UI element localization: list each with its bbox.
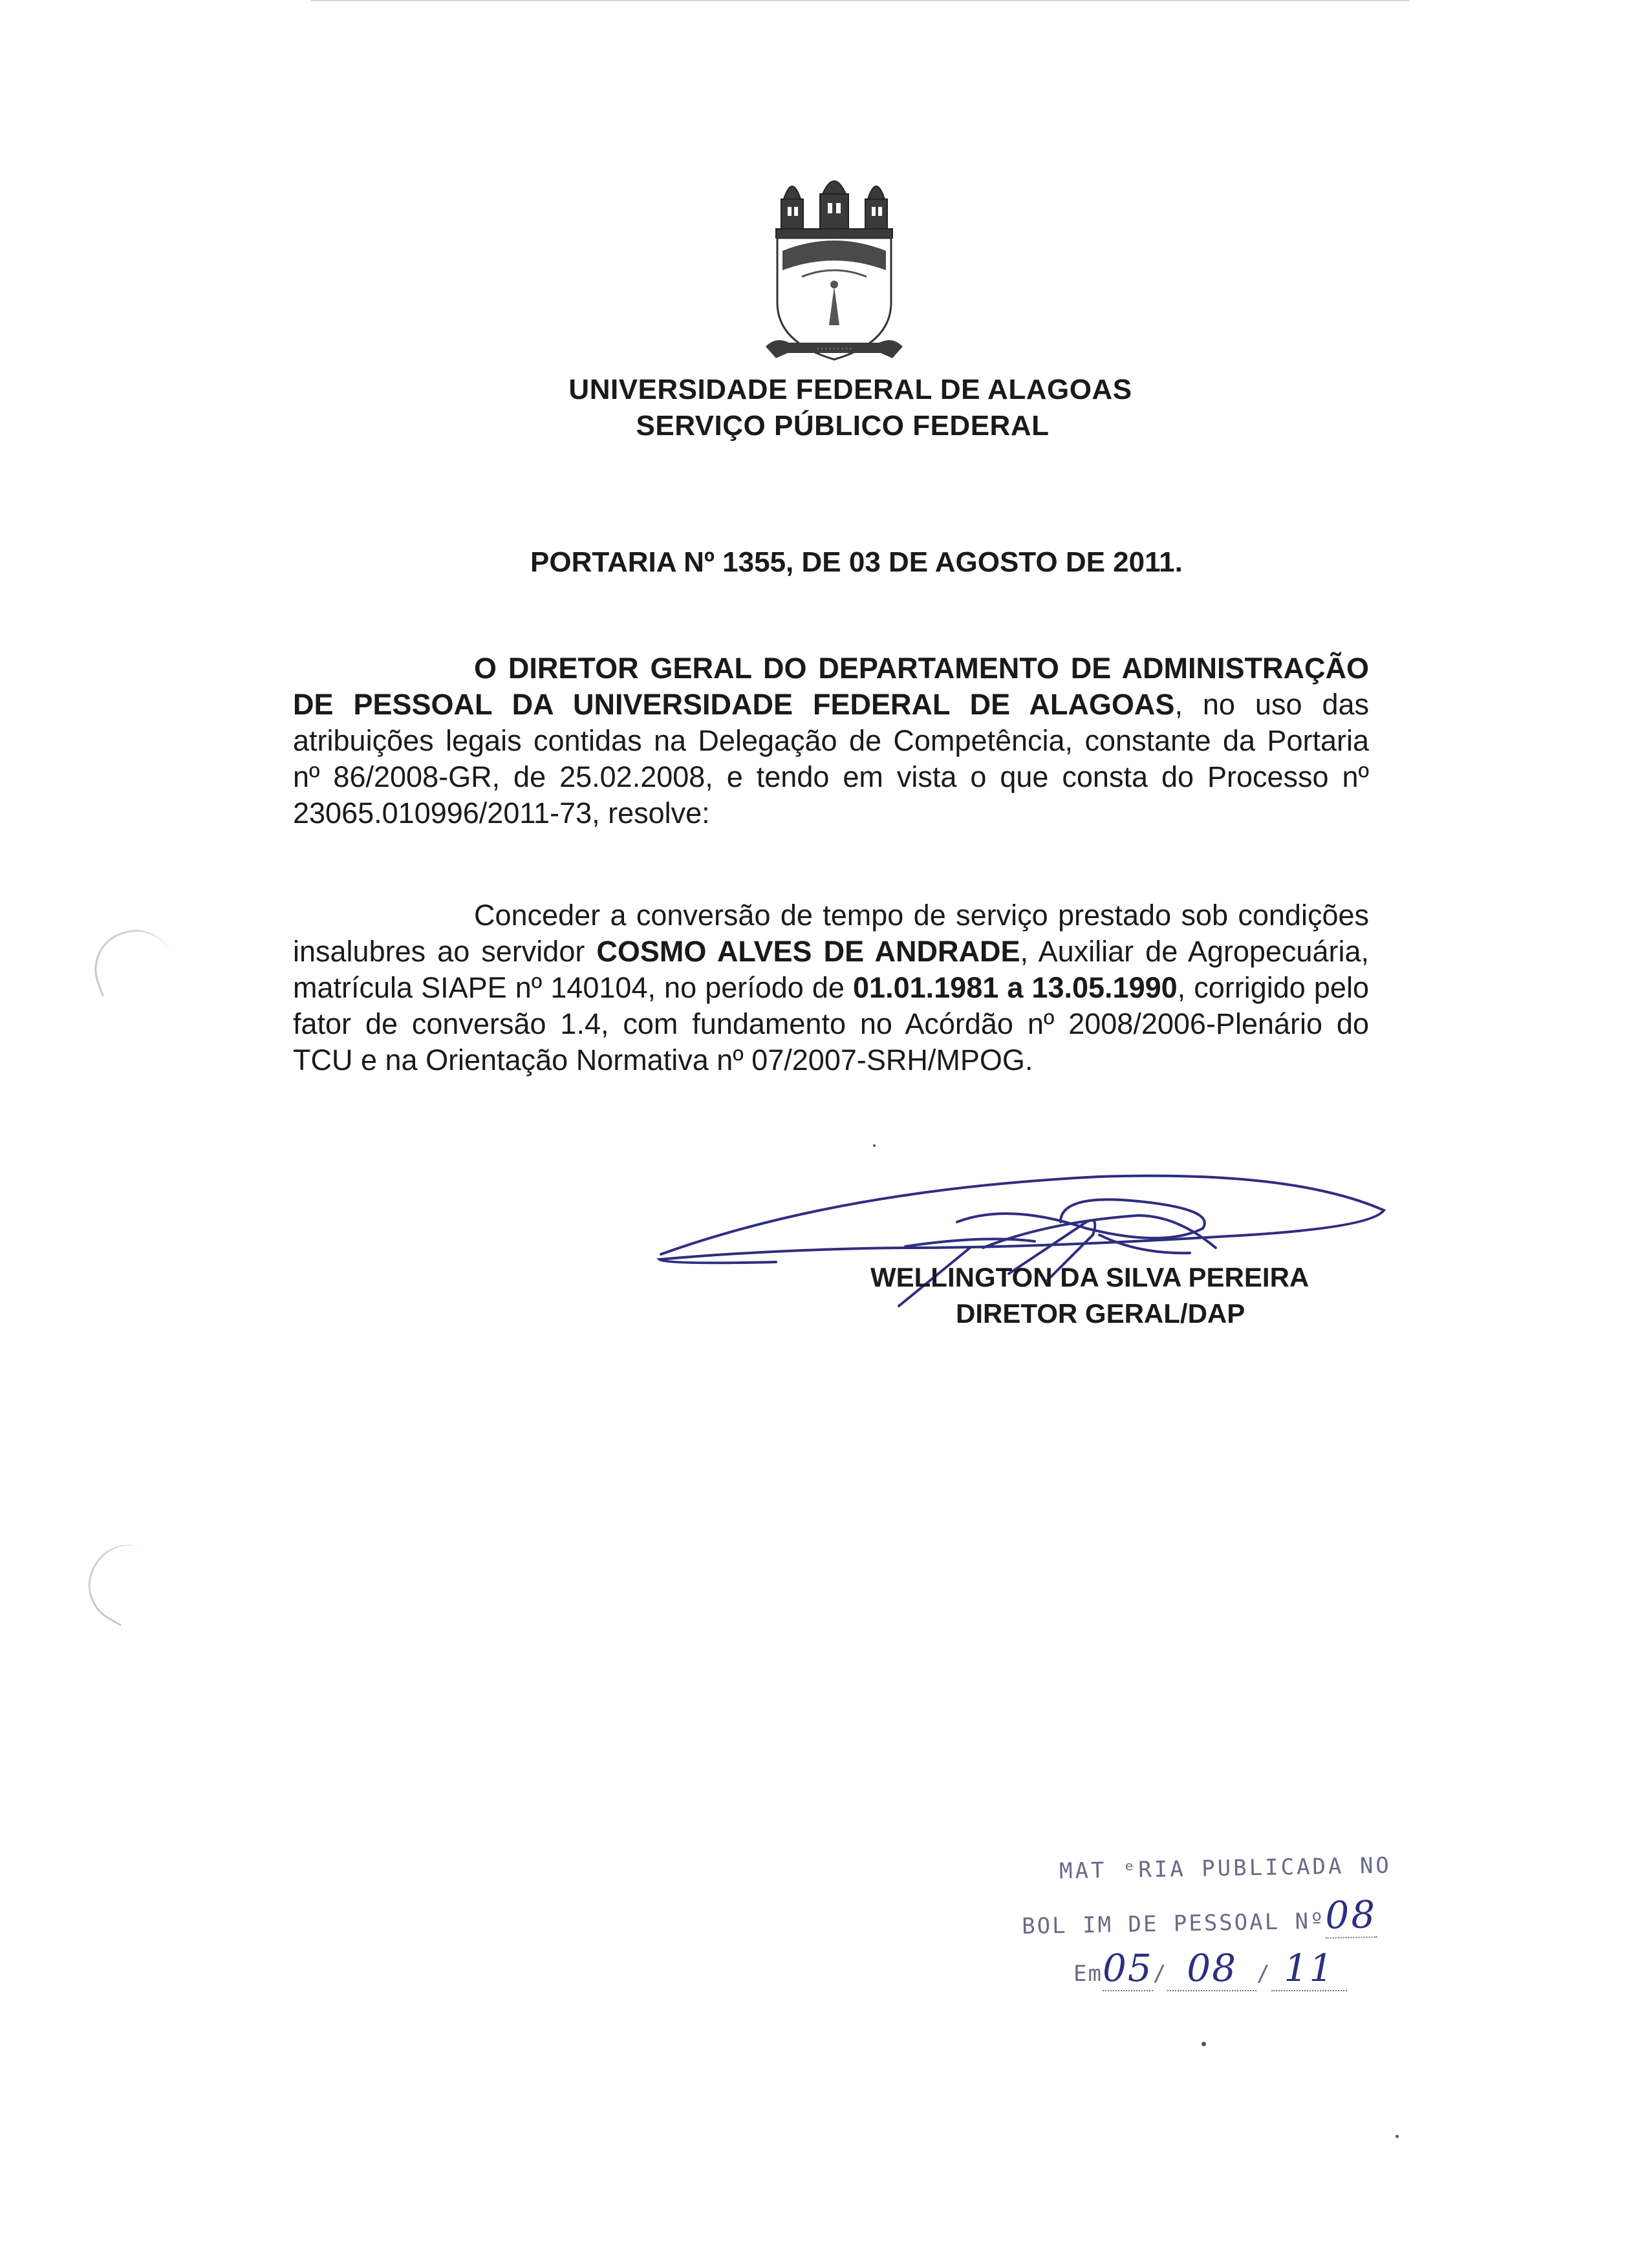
signer-name: WELLINGTON DA SILVA PEREIRA: [870, 1262, 1310, 1292]
stamp-bulletin-label: BOL IM DE PESSOAL Nº: [1021, 1908, 1326, 1940]
institution-name: UNIVERSIDADE FEDERAL DE ALAGOAS: [568, 374, 1132, 405]
stamp-date-separator: /: [1256, 1961, 1271, 1987]
stamp-day: 05: [1102, 1946, 1153, 1990]
resolution-text-3: , corrigido pelo fator de conversão 1.4, com fundamento no Acórdão nº 2008/2006-Plenário do TCU e na Orientação Normativa nº 07/2007-SRH/MPOG.: [293, 971, 1369, 1076]
stamp-date-label: Em: [1073, 1961, 1103, 1987]
scan-speck: [1396, 2135, 1399, 2138]
stamp-line-published: MAT ᵉRIA PUBLICADA NO: [1059, 1852, 1392, 1885]
resolution-paragraph: [293, 897, 1369, 1078]
publication-stamp: [1021, 1849, 1442, 1990]
punch-hole-mark: [84, 919, 177, 996]
university-coat-of-arms-logo: [763, 173, 905, 374]
stamp-line-bulletin: [1021, 1892, 1377, 1944]
stamp-line-date: [1073, 1946, 1347, 1991]
servant-name: COSMO ALVES DE ANDRADE: [596, 935, 1020, 968]
resolution-text-2: , Auxiliar de Agropecuária, matrícula SIAPE nº 140104, no período de: [293, 935, 1369, 1004]
scan-speck: [873, 1144, 876, 1147]
stamp-month: 08: [1167, 1946, 1256, 1991]
preamble-text: , no uso das atribuições legais contidas na Delegação de Competência, constante da Portaria nº 86/2008-GR, de 25.02.2008, e tendo em vista o que consta do Processo nº 23065.010996/2011-73, resolve:: [293, 688, 1369, 829]
stamp-year: 11: [1271, 1946, 1348, 1991]
service-name: SERVIÇO PÚBLICO FEDERAL: [636, 410, 1050, 442]
punch-hole-mark: [74, 1530, 160, 1626]
signer-role: DIRETOR GERAL/DAP: [956, 1298, 1245, 1329]
service-period: 01.01.1981 a 13.05.1990: [853, 971, 1178, 1004]
stamp-date-separator: /: [1152, 1961, 1168, 1987]
portaria-title: PORTARIA Nº 1355, DE 03 DE AGOSTO DE 2011.: [530, 546, 1183, 578]
resolution-text-1: Conceder a conversão de tempo de serviço prestado sob condições insalubres ao servidor: [293, 899, 1369, 968]
preamble-paragraph: [293, 650, 1369, 831]
preamble-authority: O DIRETOR GERAL DO DEPARTAMENTO DE ADMINISTRAÇÃO DE PESSOAL DA UNIVERSIDADE FEDERAL DE ALAGOAS: [293, 652, 1369, 721]
scan-speck: [1202, 2042, 1206, 2046]
svg-text:· · · · · · · · ·: · · · · · · · · ·: [816, 346, 852, 353]
stamp-bulletin-number: 08: [1324, 1892, 1377, 1938]
scan-edge-artifact: [310, 0, 1410, 1]
